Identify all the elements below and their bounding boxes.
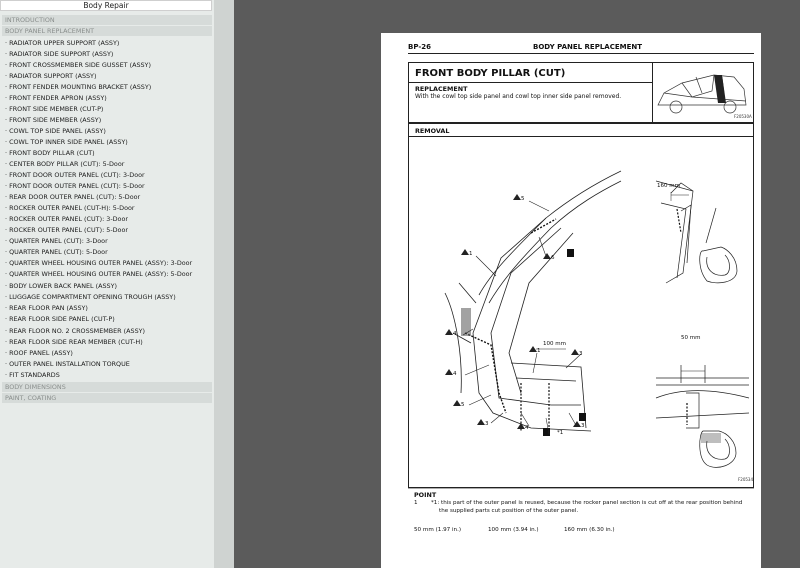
- callout-4: 4: [525, 425, 529, 431]
- removal-label: REMOVAL: [415, 127, 450, 135]
- nav-item[interactable]: · ROCKER OUTER PANEL (CUT): 3-Door: [5, 215, 128, 223]
- callout-4: 4: [453, 371, 457, 377]
- point-text: the supplied parts cut position of the outer panel.: [439, 508, 579, 514]
- nav-item[interactable]: · LUGGAGE COMPARTMENT OPENING TROUGH (ASSY): [5, 293, 176, 301]
- unit-conversion: 100 mm (3.94 in.): [488, 527, 539, 533]
- nav-item[interactable]: · OUTER PANEL INSTALLATION TORQUE: [5, 360, 130, 368]
- nav-item[interactable]: · CENTER BODY PILLAR (CUT): 5-Door: [5, 160, 125, 168]
- callout-4: 4: [453, 331, 457, 337]
- replacement-label: REPLACEMENT: [415, 85, 468, 93]
- nav-item[interactable]: · FRONT CROSSMEMBER SIDE GUSSET (ASSY): [5, 61, 151, 69]
- callout-star-1: *1: [557, 430, 564, 436]
- nav-item[interactable]: · ROCKER OUTER PANEL (CUT): 5-Door: [5, 226, 128, 234]
- nav-item-front-body-pillar[interactable]: · FRONT BODY PILLAR (CUT): [5, 149, 95, 157]
- page-header: BODY PANEL REPLACEMENT: [533, 43, 643, 51]
- nav-item[interactable]: · COWL TOP INNER SIDE PANEL (ASSY): [5, 138, 128, 146]
- dimension-160mm: 160 mm: [657, 183, 680, 189]
- section-body-dimensions[interactable]: BODY DIMENSIONS: [2, 382, 212, 392]
- nav-item[interactable]: · REAR DOOR OUTER PANEL (CUT): 5-Door: [5, 193, 141, 201]
- nav-item[interactable]: · FRONT FENDER MOUNTING BRACKET (ASSY): [5, 83, 152, 91]
- nav-item[interactable]: · REAR FLOOR SIDE PANEL (CUT-P): [5, 315, 115, 323]
- dimension-100mm: 100 mm: [543, 341, 566, 347]
- nav-item[interactable]: · COWL TOP SIDE PANEL (ASSY): [5, 127, 106, 135]
- sidebar-scroll-gutter: [214, 0, 234, 568]
- nav-item[interactable]: · QUARTER PANEL (CUT): 5-Door: [5, 248, 108, 256]
- figure-code: F20534: [738, 477, 754, 482]
- nav-item[interactable]: · FRONT SIDE MEMBER (ASSY): [5, 116, 102, 124]
- point-number: 1: [414, 500, 418, 506]
- sidebar: [0, 0, 214, 568]
- callout-1: 1: [469, 251, 473, 257]
- pillar-removal-diagram: [381, 33, 761, 568]
- manual-page: [381, 33, 761, 568]
- nav-item[interactable]: · ROCKER OUTER PANEL (CUT-H): 5-Door: [5, 204, 135, 212]
- nav-item[interactable]: · ROOF PANEL (ASSY): [5, 349, 73, 357]
- sidebar-title: Body Repair: [0, 0, 212, 11]
- nav-item[interactable]: · QUARTER WHEEL HOUSING OUTER PANEL (ASSY): 3-Door: [5, 259, 193, 267]
- unit-conversion: 160 mm (6.30 in.): [564, 527, 615, 533]
- page-number: BP-26: [408, 43, 431, 51]
- nav-item[interactable]: · REAR FLOOR PAN (ASSY): [5, 304, 88, 312]
- callout-3: 3: [581, 423, 585, 429]
- callout-3: 3: [579, 351, 583, 357]
- nav-item[interactable]: · BODY LOWER BACK PANEL (ASSY): [5, 282, 117, 290]
- callout-1: 1: [537, 348, 541, 354]
- figure-code: F20530A: [734, 114, 752, 119]
- dimension-50mm: 50 mm: [681, 335, 701, 341]
- callout-5: 5: [461, 402, 465, 408]
- nav-item[interactable]: · FRONT SIDE MEMBER (CUT-P): [5, 105, 104, 113]
- nav-item[interactable]: · REAR FLOOR NO. 2 CROSSMEMBER (ASSY): [5, 327, 146, 335]
- nav-item[interactable]: · FRONT FENDER APRON (ASSY): [5, 94, 107, 102]
- callout-3: 3: [485, 421, 489, 427]
- nav-item[interactable]: · FIT STANDARDS: [5, 371, 60, 379]
- section-introduction[interactable]: INTRODUCTION: [2, 15, 212, 25]
- nav-item[interactable]: · RADIATOR UPPER SUPPORT (ASSY): [5, 39, 120, 47]
- nav-item[interactable]: · QUARTER PANEL (CUT): 3-Door: [5, 237, 108, 245]
- section-body-panel-replacement[interactable]: BODY PANEL REPLACEMENT: [2, 26, 212, 36]
- nav-item[interactable]: · FRONT DOOR OUTER PANEL (CUT): 3-Door: [5, 171, 145, 179]
- unit-conversion: 50 mm (1.97 in.): [414, 527, 462, 533]
- point-text: *1: this part of the outer panel is reused, because the rocker panel section is cut off at the rear position behind: [431, 500, 743, 506]
- point-label: POINT: [414, 491, 437, 499]
- callout-5: 5: [521, 196, 525, 202]
- nav-item[interactable]: · RADIATOR SIDE SUPPORT (ASSY): [5, 50, 114, 58]
- nav-item[interactable]: · QUARTER WHEEL HOUSING OUTER PANEL (ASSY): 5-Door: [5, 270, 193, 278]
- section-paint-coating[interactable]: PAINT, COATING: [2, 393, 212, 403]
- nav-item[interactable]: · RADIATOR SUPPORT (ASSY): [5, 72, 97, 80]
- callout-6: 6: [551, 255, 555, 261]
- section-title: FRONT BODY PILLAR (CUT): [415, 68, 566, 79]
- nav-item[interactable]: · REAR FLOOR SIDE REAR MEMBER (CUT-H): [5, 338, 143, 346]
- nav-item[interactable]: · FRONT DOOR OUTER PANEL (CUT): 5-Door: [5, 182, 145, 190]
- replacement-text: With the cowl top side panel and cowl top inner side panel removed.: [415, 93, 622, 100]
